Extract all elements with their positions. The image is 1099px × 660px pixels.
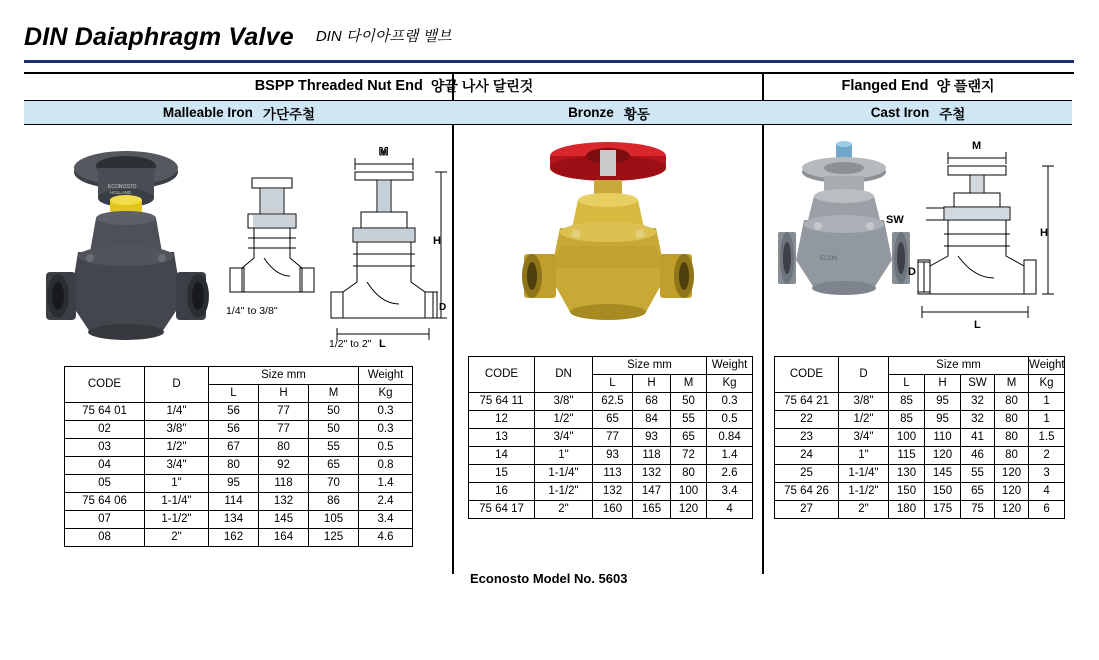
table-row — [65, 529, 413, 547]
cell-d: 1-1/2" — [839, 483, 889, 501]
cell-weight: 0.3 — [359, 421, 413, 439]
table-row — [469, 501, 753, 519]
table-row — [775, 447, 1065, 465]
cell-H: 145 — [925, 465, 961, 483]
th-size-group: Size mm — [209, 367, 359, 385]
cell-d: 2" — [145, 529, 209, 547]
material-label-kr: 황동 — [623, 106, 650, 122]
cell-M: 55 — [309, 439, 359, 457]
cell-H: 164 — [259, 529, 309, 547]
cell-weight: 6 — [1029, 501, 1065, 519]
group-title-flanged-en: Flanged End — [841, 78, 929, 94]
section-drawing-flanged — [886, 136, 1064, 341]
cell-M: 120 — [995, 465, 1029, 483]
table-row — [775, 465, 1065, 483]
cell-weight: 4 — [707, 501, 753, 519]
cell-weight: 4 — [1029, 483, 1065, 501]
th-weight-unit: Kg — [1029, 375, 1065, 393]
material-label-en: Bronze — [568, 105, 614, 120]
cell-code: 04 — [65, 457, 145, 475]
cell-SW: 75 — [961, 501, 995, 519]
cell-H: 175 — [925, 501, 961, 519]
cell-code: 75 64 11 — [469, 393, 535, 411]
cell-L: 113 — [593, 465, 633, 483]
table-row — [469, 429, 753, 447]
content-band — [24, 72, 1074, 586]
cell-weight: 3 — [1029, 465, 1065, 483]
cell-code: 12 — [469, 411, 535, 429]
cell-dn: 1-1/2" — [535, 483, 593, 501]
drawing-caption-large: 1/2" to 2" — [329, 338, 372, 350]
cell-code: 23 — [775, 429, 839, 447]
th-size-group: Size mm — [593, 357, 707, 375]
valve-photo-bronze — [516, 136, 706, 356]
cell-L: 134 — [209, 511, 259, 529]
cell-L: 114 — [209, 493, 259, 511]
cell-H: 132 — [259, 493, 309, 511]
th-L: L — [209, 385, 259, 403]
cell-SW: 32 — [961, 411, 995, 429]
cell-M: 86 — [309, 493, 359, 511]
cell-H: 84 — [633, 411, 671, 429]
cell-L: 93 — [593, 447, 633, 465]
cell-L: 56 — [209, 421, 259, 439]
table-malleable-iron — [64, 366, 412, 547]
table-header-row — [65, 367, 413, 385]
cell-H: 118 — [633, 447, 671, 465]
cell-code: 05 — [65, 475, 145, 493]
table-row — [775, 393, 1065, 411]
cell-weight: 2 — [1029, 447, 1065, 465]
cell-d: 1/4" — [145, 403, 209, 421]
th-d: D — [839, 357, 889, 393]
cell-L: 65 — [593, 411, 633, 429]
svg-text:M: M — [972, 140, 982, 152]
svg-text:1/4'' to 3/8'': 1/4'' to 3/8'' — [226, 305, 278, 317]
cell-H: 80 — [259, 439, 309, 457]
cell-code: 22 — [775, 411, 839, 429]
cell-H: 92 — [259, 457, 309, 475]
table-row — [65, 475, 413, 493]
cell-H: 165 — [633, 501, 671, 519]
cell-M: 80 — [995, 393, 1029, 411]
svg-text:D: D — [439, 302, 447, 313]
th-H: H — [633, 375, 671, 393]
cell-L: 77 — [593, 429, 633, 447]
cell-d: 1-1/2" — [145, 511, 209, 529]
th-weight-unit: Kg — [359, 385, 413, 403]
cell-L: 80 — [209, 457, 259, 475]
cell-weight: 2.4 — [359, 493, 413, 511]
cell-H: 118 — [259, 475, 309, 493]
th-size-group: Size mm — [889, 357, 1029, 375]
cell-weight: 0.8 — [359, 457, 413, 475]
table-row — [65, 493, 413, 511]
cell-H: 145 — [259, 511, 309, 529]
material-label-en: Malleable Iron — [162, 105, 253, 120]
svg-text:H: H — [1040, 227, 1048, 239]
column-flanged-cast-iron — [764, 74, 1072, 574]
cell-weight: 3.4 — [707, 483, 753, 501]
cell-L: 115 — [889, 447, 925, 465]
material-header-cast-iron — [764, 100, 1072, 125]
cell-weight: 0.3 — [707, 393, 753, 411]
table-header-row — [469, 357, 753, 375]
cell-weight: 0.84 — [707, 429, 753, 447]
cell-M: 80 — [995, 447, 1029, 465]
section-drawing-small-sizes — [224, 172, 334, 357]
cell-M: 55 — [671, 411, 707, 429]
material-label-kr: 가단주철 — [262, 106, 316, 122]
cell-SW: 41 — [961, 429, 995, 447]
table-header-row — [775, 357, 1065, 375]
cell-SW: 65 — [961, 483, 995, 501]
cell-d: 3/4" — [145, 457, 209, 475]
column-bspp-bronze — [454, 74, 764, 586]
cell-M: 50 — [309, 403, 359, 421]
group-title-flanged — [764, 74, 1072, 98]
svg-text:ECONOSTO: ECONOSTO — [108, 184, 137, 190]
cell-d: 1/2" — [145, 439, 209, 457]
cell-weight: 1 — [1029, 393, 1065, 411]
cell-SW: 32 — [961, 393, 995, 411]
cell-weight: 0.5 — [359, 439, 413, 457]
table-row — [775, 411, 1065, 429]
cell-H: 120 — [925, 447, 961, 465]
cell-H: 95 — [925, 411, 961, 429]
cell-M: 125 — [309, 529, 359, 547]
svg-text:L: L — [379, 338, 386, 350]
th-M: M — [995, 375, 1029, 393]
table-row — [775, 483, 1065, 501]
th-dn: DN — [535, 357, 593, 393]
cell-code: 75 64 01 — [65, 403, 145, 421]
th-weight: Weight — [707, 357, 753, 375]
th-M: M — [671, 375, 707, 393]
cell-L: 62.5 — [593, 393, 633, 411]
table-row — [469, 447, 753, 465]
group-title-bspp-kr: 양끝 나사 달린것 — [430, 78, 534, 94]
cell-L: 180 — [889, 501, 925, 519]
cell-code: 75 64 06 — [65, 493, 145, 511]
valve-photo-malleable-iron — [38, 132, 228, 362]
svg-text:ECON: ECON — [820, 256, 838, 262]
table-cast-iron — [774, 356, 1064, 519]
material-header-malleable-iron — [24, 100, 454, 125]
cell-H: 95 — [925, 393, 961, 411]
cell-code: 02 — [65, 421, 145, 439]
th-H: H — [259, 385, 309, 403]
cell-L: 100 — [889, 429, 925, 447]
cell-L: 85 — [889, 411, 925, 429]
cell-L: 56 — [209, 403, 259, 421]
cell-weight: 1 — [1029, 411, 1065, 429]
cell-M: 120 — [995, 501, 1029, 519]
cell-dn: 3/8" — [535, 393, 593, 411]
th-L: L — [889, 375, 925, 393]
section-drawing-large-sizes — [329, 142, 449, 357]
cell-M: 50 — [309, 421, 359, 439]
cell-L: 85 — [889, 393, 925, 411]
svg-text:M: M — [379, 146, 389, 158]
cell-H: 132 — [633, 465, 671, 483]
cell-H: 77 — [259, 403, 309, 421]
cell-SW: 46 — [961, 447, 995, 465]
label-d: D — [908, 266, 916, 278]
cell-weight: 1.5 — [1029, 429, 1065, 447]
cell-code: 27 — [775, 501, 839, 519]
cell-dn: 1/2" — [535, 411, 593, 429]
material-label-kr: 주철 — [939, 106, 966, 122]
th-code: CODE — [469, 357, 535, 393]
cell-code: 07 — [65, 511, 145, 529]
cell-code: 14 — [469, 447, 535, 465]
cell-M: 80 — [995, 411, 1029, 429]
cell-M: 120 — [671, 501, 707, 519]
group-title-bspp-en: BSPP Threaded Nut End — [254, 78, 423, 94]
cell-weight: 1.4 — [707, 447, 753, 465]
table-row — [775, 429, 1065, 447]
cell-weight: 0.3 — [359, 403, 413, 421]
cell-dn: 3/4" — [535, 429, 593, 447]
cell-code: 13 — [469, 429, 535, 447]
th-code: CODE — [775, 357, 839, 393]
material-label-en: Cast Iron — [870, 105, 930, 120]
cell-H: 150 — [925, 483, 961, 501]
cell-code: 08 — [65, 529, 145, 547]
page-title: DIN Daiaphragm Valve — [24, 22, 294, 51]
th-H: H — [925, 375, 961, 393]
cell-weight: 0.5 — [707, 411, 753, 429]
svg-text:L: L — [974, 319, 981, 331]
th-d: D — [145, 367, 209, 403]
cell-weight: 3.4 — [359, 511, 413, 529]
cell-M: 120 — [995, 483, 1029, 501]
cell-dn: 1" — [535, 447, 593, 465]
cell-M: 65 — [671, 429, 707, 447]
table-row — [65, 403, 413, 421]
cell-d: 1/2" — [839, 411, 889, 429]
cell-d: 2" — [839, 501, 889, 519]
cell-code: 25 — [775, 465, 839, 483]
cell-d: 1-1/4" — [145, 493, 209, 511]
svg-text:H: H — [433, 235, 441, 247]
cell-H: 93 — [633, 429, 671, 447]
cell-M: 70 — [309, 475, 359, 493]
th-M: M — [309, 385, 359, 403]
cell-H: 147 — [633, 483, 671, 501]
cell-H: 68 — [633, 393, 671, 411]
th-weight: Weight — [1029, 357, 1065, 375]
table-row — [775, 501, 1065, 519]
cell-d: 1-1/4" — [839, 465, 889, 483]
table-bronze — [468, 356, 752, 519]
cell-dn: 2" — [535, 501, 593, 519]
cell-code: 75 64 21 — [775, 393, 839, 411]
cell-M: 100 — [671, 483, 707, 501]
cell-H: 110 — [925, 429, 961, 447]
table-row — [65, 421, 413, 439]
th-SW: SW — [961, 375, 995, 393]
th-weight-unit: Kg — [707, 375, 753, 393]
table-row — [469, 411, 753, 429]
cell-weight: 2.6 — [707, 465, 753, 483]
svg-text:HOLLAND: HOLLAND — [110, 190, 132, 195]
page-header — [24, 14, 1074, 63]
cell-L: 160 — [593, 501, 633, 519]
th-L: L — [593, 375, 633, 393]
table-row — [469, 465, 753, 483]
cell-dn: 1-1/4" — [535, 465, 593, 483]
cell-code: 75 64 26 — [775, 483, 839, 501]
th-weight: Weight — [359, 367, 413, 385]
cell-L: 67 — [209, 439, 259, 457]
cell-L: 95 — [209, 475, 259, 493]
cell-L: 150 — [889, 483, 925, 501]
table-row — [65, 439, 413, 457]
cell-M: 50 — [671, 393, 707, 411]
cell-H: 77 — [259, 421, 309, 439]
cell-L: 132 — [593, 483, 633, 501]
cell-M: 72 — [671, 447, 707, 465]
th-code: CODE — [65, 367, 145, 403]
cell-L: 130 — [889, 465, 925, 483]
cell-d: 3/8" — [839, 393, 889, 411]
table-row — [65, 457, 413, 475]
cell-SW: 55 — [961, 465, 995, 483]
cell-code: 24 — [775, 447, 839, 465]
cell-M: 105 — [309, 511, 359, 529]
group-title-flanged-kr: 양 플랜지 — [936, 78, 995, 94]
label-sw: SW — [886, 214, 904, 226]
cell-code: 15 — [469, 465, 535, 483]
page-subtitle-kr: DIN 다이아프램 밸브 — [315, 28, 452, 45]
table-row — [469, 483, 753, 501]
table-row — [65, 511, 413, 529]
cell-code: 75 64 17 — [469, 501, 535, 519]
cell-d: 1" — [839, 447, 889, 465]
cell-d: 3/4" — [839, 429, 889, 447]
cell-d: 3/8" — [145, 421, 209, 439]
cell-M: 65 — [309, 457, 359, 475]
material-header-bronze — [454, 100, 764, 125]
cell-weight: 4.6 — [359, 529, 413, 547]
cell-weight: 1.4 — [359, 475, 413, 493]
cell-code: 03 — [65, 439, 145, 457]
cell-L: 162 — [209, 529, 259, 547]
cell-d: 1" — [145, 475, 209, 493]
model-note: Econosto Model No. 5603 — [470, 571, 628, 586]
valve-photo-cast-iron — [774, 136, 924, 331]
cell-M: 80 — [995, 429, 1029, 447]
table-row — [469, 393, 753, 411]
cell-M: 80 — [671, 465, 707, 483]
cell-code: 16 — [469, 483, 535, 501]
